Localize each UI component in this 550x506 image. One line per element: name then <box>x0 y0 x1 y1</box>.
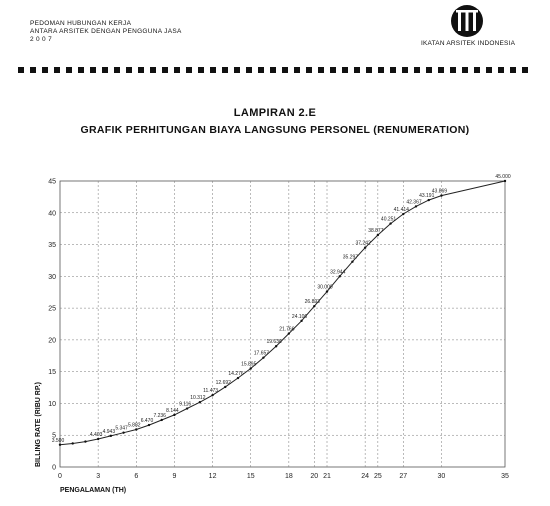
data-label: 12.692 <box>215 379 231 386</box>
data-label: 26.893 <box>304 299 320 306</box>
data-label: 24.106 <box>291 313 308 320</box>
x-tick-label: 21 <box>323 473 331 480</box>
data-label: 14.276 <box>228 371 244 378</box>
y-tick-label: 35 <box>48 242 56 250</box>
series-line <box>60 181 505 445</box>
y-tick-label: 25 <box>48 305 56 313</box>
data-label: 37.242 <box>355 240 371 247</box>
data-point <box>275 345 277 347</box>
y-axis-label: BILLING RATE (RIBU RP.) <box>35 382 42 467</box>
header-line-3: 2 0 0 7 <box>30 36 52 43</box>
data-label: 30.000 <box>317 284 333 291</box>
data-label: 19.636 <box>266 339 282 346</box>
data-label: 9.116 <box>179 401 192 408</box>
data-point <box>351 261 353 263</box>
data-point <box>415 205 417 207</box>
y-tick-label: 15 <box>48 369 56 377</box>
data-point <box>300 320 302 322</box>
header-line-1: PEDOMAN HUBUNGAN KERJA <box>30 20 132 27</box>
data-point <box>237 377 239 379</box>
y-tick-label: 5 <box>52 432 56 440</box>
data-label: 41.414 <box>393 207 409 214</box>
x-axis-label: PENGALAMAN (TH) <box>60 487 127 494</box>
y-tick-labels <box>48 179 56 472</box>
data-point <box>135 428 137 430</box>
data-point <box>122 431 124 433</box>
data-point <box>84 440 86 442</box>
data-label: 11.473 <box>203 388 219 395</box>
data-label: 40.251 <box>380 216 397 223</box>
data-point <box>224 386 226 388</box>
data-point <box>199 401 201 403</box>
data-label: 35.297 <box>342 254 359 261</box>
data-label: 15.895 <box>241 361 257 368</box>
x-tick-label: 27 <box>399 473 408 480</box>
data-point <box>440 194 442 196</box>
data-label: 8.144 <box>166 407 179 414</box>
data-point <box>173 414 175 416</box>
data-label: 3.500 <box>51 437 65 444</box>
org-name: IKATAN ARSITEK INDONESIA <box>421 40 516 47</box>
data-point <box>262 356 264 358</box>
data-point <box>59 444 61 446</box>
grid <box>60 181 505 467</box>
x-tick-label: 12 <box>208 473 217 480</box>
data-label: 7.236 <box>153 412 166 419</box>
data-point <box>211 394 213 396</box>
x-tick-label: 18 <box>284 473 293 480</box>
data-label: 4.943 <box>102 428 116 435</box>
data-point <box>110 435 112 437</box>
data-label: 32.944 <box>330 269 346 276</box>
data-point <box>148 424 150 426</box>
x-tick-label: 24 <box>361 473 370 480</box>
data-points <box>59 180 506 446</box>
data-point <box>364 247 366 249</box>
data-point <box>186 407 188 409</box>
x-tick-label: 25 <box>373 473 382 480</box>
data-point <box>288 332 290 334</box>
data-point <box>504 180 506 182</box>
data-point <box>72 442 74 444</box>
header-line-2: ANTARA ARSITEK DENGAN PENGGUNA JASA <box>30 28 182 35</box>
data-point <box>402 213 404 215</box>
data-label: 5.347 <box>115 425 128 432</box>
y-tick-label: 30 <box>48 273 56 281</box>
x-tick-labels <box>58 473 509 480</box>
x-tick-label: 35 <box>501 473 509 480</box>
x-tick-label: 3 <box>96 473 101 480</box>
data-point <box>313 305 315 307</box>
data-label: 38.877 <box>368 228 384 235</box>
data-point <box>428 199 430 201</box>
x-tick-label: 20 <box>310 473 319 480</box>
data-label: 4.403 <box>89 432 103 439</box>
data-label: 6.470 <box>140 418 154 425</box>
y-tick-label: 40 <box>48 210 56 218</box>
data-label: 43.869 <box>431 188 448 195</box>
data-point <box>389 222 391 224</box>
y-tick-label: 20 <box>48 337 56 345</box>
x-tick-label: 9 <box>172 473 177 480</box>
data-point <box>161 419 163 421</box>
x-tick-label: 15 <box>246 473 255 480</box>
data-label: 45.000 <box>495 174 511 180</box>
data-point <box>339 275 341 277</box>
data-point <box>377 234 379 236</box>
data-label: 17.657 <box>253 350 270 357</box>
data-label: 42.367 <box>406 199 422 206</box>
data-label: 21.766 <box>279 326 295 333</box>
plot-frame <box>60 181 505 467</box>
y-tick-label: 45 <box>48 178 56 186</box>
data-label: 43.191 <box>419 193 435 200</box>
page-title: LAMPIRAN 2.E <box>233 107 317 119</box>
y-tick-label: 10 <box>48 400 56 408</box>
data-point <box>326 290 328 292</box>
data-point <box>97 438 99 440</box>
chart-title: GRAFIK PERHITUNGAN BIAYA LANGSUNG PERSONEL (RENUMERATION) <box>80 124 470 136</box>
data-label: 10.312 <box>190 395 206 402</box>
y-tick-label: 0 <box>52 464 56 472</box>
data-point <box>250 367 252 369</box>
x-tick-label: 0 <box>58 473 62 480</box>
x-tick-label: 6 <box>134 473 139 480</box>
x-tick-label: 30 <box>437 473 446 480</box>
data-label: 5.882 <box>128 422 141 429</box>
